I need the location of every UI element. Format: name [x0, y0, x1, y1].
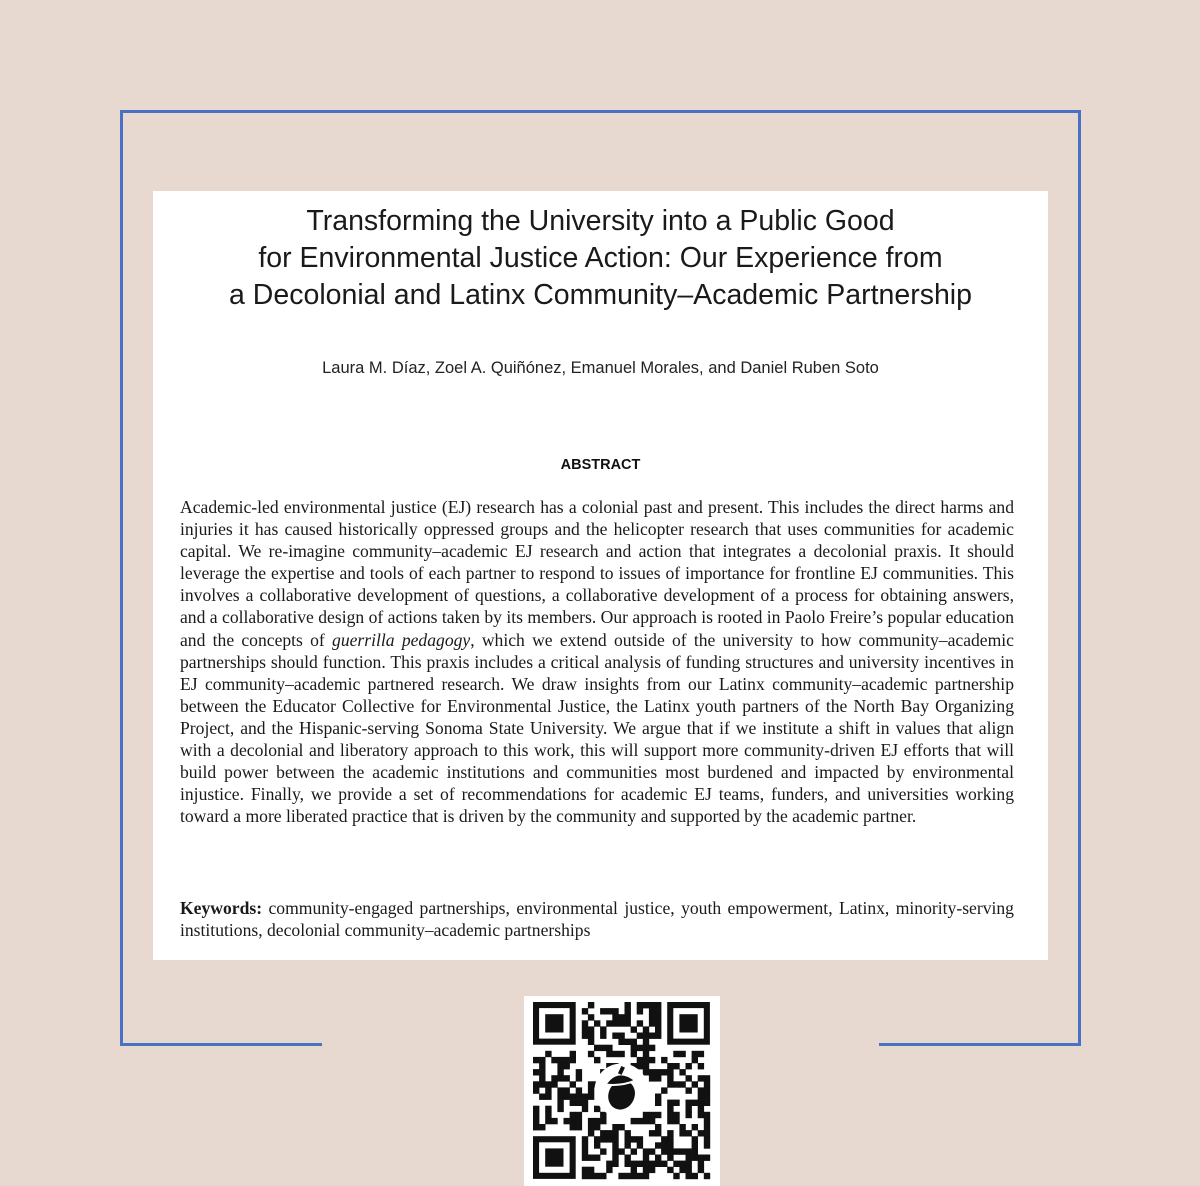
paper-title-line: Transforming the University into a Public Good [306, 205, 895, 237]
keywords-label: Keywords: [180, 898, 263, 918]
paper-title-line: for Environmental Justice Action: Our Experience from [258, 242, 943, 274]
abstract-text-part1: Academic-led environmental justice (EJ) research has a colonial past and present. This includes the direct harms and injuries it has caused historically oppressed groups and the helicopter research that uses communities for academic capital. We re-imagine community–academic EJ research and action that integrates a decolonial praxis. It should leverage the expertise and tools of each partner to respond to issues of importance for frontline EJ communities. This involves a collaborative development of questions, a collaborative development of a process for obtaining answers, and a collaborative design of actions taken by its members. Our approach is rooted in Paolo Freire’s popular education and the concepts of [180, 497, 1015, 650]
frame-right-border [1078, 110, 1081, 1046]
abstract-heading: ABSTRACT [560, 457, 641, 473]
qr-code[interactable] [524, 996, 720, 1186]
abstract-emphasis: guerrilla pedagogy [332, 629, 471, 650]
abstract-body [180, 496, 1014, 827]
paper-authors: Laura M. Díaz, Zoel A. Quiñónez, Emanuel Morales, and Daniel Ruben Soto [322, 359, 879, 377]
paper-abstract-card [153, 191, 1048, 960]
frame-top-border [120, 110, 1081, 113]
frame-bottom-left-border [120, 1043, 322, 1046]
acorn-icon [594, 1063, 648, 1117]
paper-title-line: a Decolonial and Latinx Community–Academic Partnership [229, 279, 972, 311]
abstract-text-part2: , which we extend outside of the university to how community–academic partnerships should function. This praxis includes a critical analysis of funding structures and university incentives in EJ community–academic partnered research. We draw insights from our Latinx community–academic partnership between the Educator Collective for Environmental Justice, the Latinx youth partners of the North Bay Organizing Project, and the Hispanic-serving Sonoma State University. We argue that if we institute a shift in values that align with a decolonial and liberatory approach to this work, this will support more community-driven EJ efforts that will build power between the academic institutions and communities most burdened and impacted by environmental injustice. Finally, we provide a set of recommendations for academic EJ teams, funders, and universities working toward a more liberated practice that is driven by the community and supported by the academic partner. [180, 629, 1014, 827]
frame-left-border [120, 110, 123, 1046]
frame-bottom-right-border [879, 1043, 1081, 1046]
keywords-line [180, 897, 1014, 941]
keywords-list: community-engaged partnerships, environmental justice, youth empowerment, Latinx, minority-serving institutions, decolonial community–academic partnerships [180, 898, 1014, 940]
qr-code-graphic [524, 996, 720, 1186]
paper-title [153, 203, 1048, 314]
